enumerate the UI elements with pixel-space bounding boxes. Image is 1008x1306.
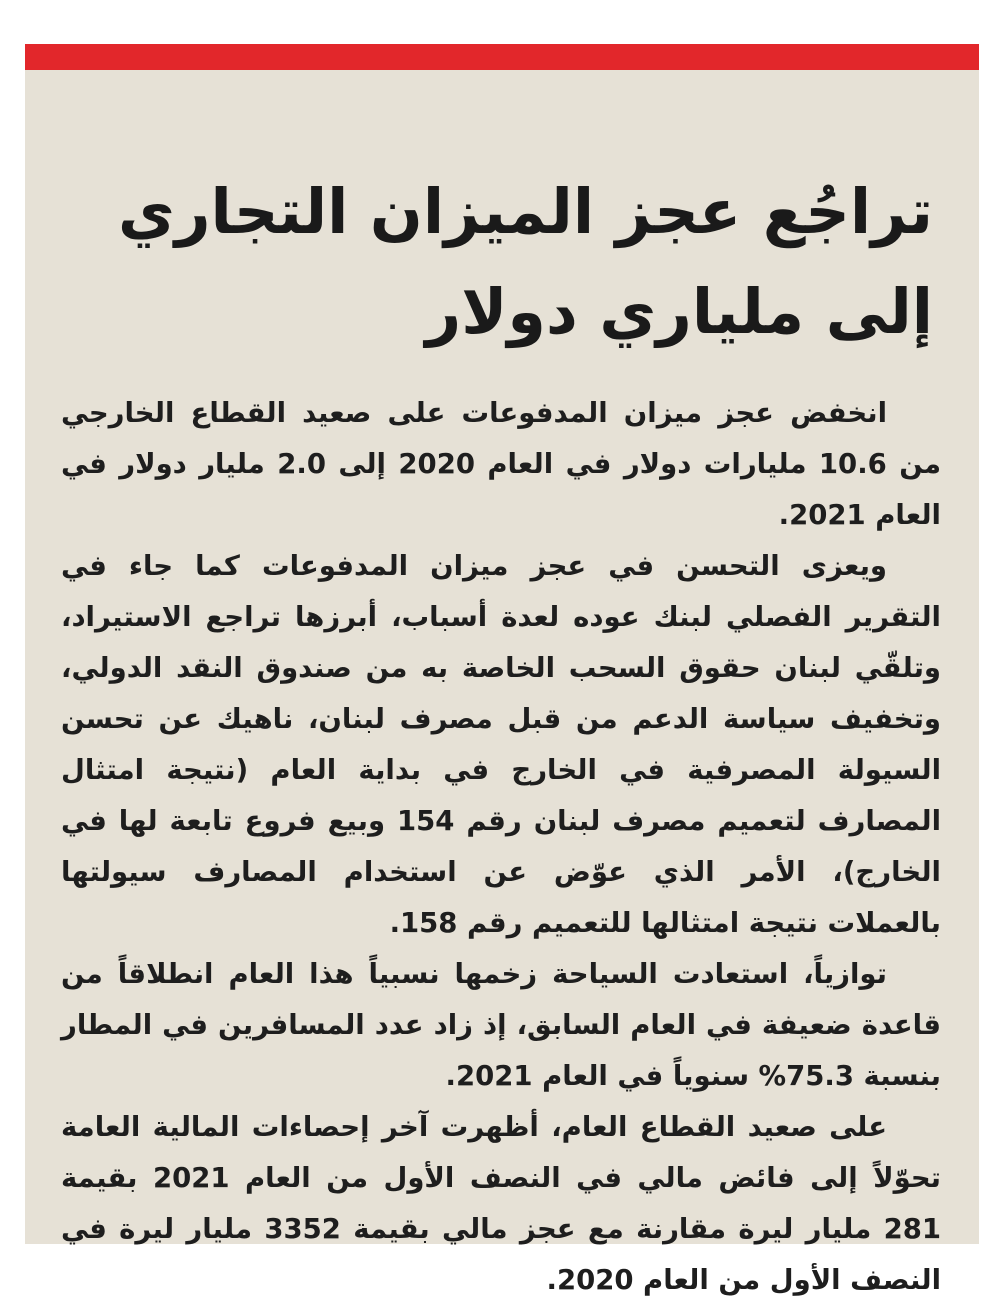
article-body [61,388,941,1306]
headline-line-2: إلى ملياري دولار [425,275,933,348]
article-card [25,44,979,1296]
accent-bar [25,44,979,70]
paragraph-2: ويعزى التحسن في عجز ميزان المدفوعات كما جاء في التقرير الفصلي لبنك عوده لعدة أسباب، أبرزها تراجع الاستيراد، وتلقّي لبنان حقوق السحب الخاصة به من صندوق النقد الدولي، وتخفيف سياسة الدعم من قبل مصرف لبنان، ناهيك عن تحسن السيولة المصرفية في الخارج في بداية العام (نتيجة امتثال المصارف لتعميم مصرف لبنان رقم 154 وبيع فروع تابعة لها في الخارج)، الأمر الذي عوّض عن استخدام المصارف سيولتها بالعملات نتيجة امتثالها للتعميم رقم 158. [61,550,941,939]
paragraph-3: توازياً، استعادت السياحة زخمها نسبياً هذا العام انطلاقاً من قاعدة ضعيفة في العام السابق، إذ زاد عدد المسافرين في المطار بنسبة 75.3% سنوياً في العام 2021. [61,958,941,1092]
headline-line-1: تراجُع عجز الميزان التجاري [118,175,933,248]
paragraph-4: على صعيد القطاع العام، أظهرت آخر إحصاءات المالية العامة تحوّلاً إلى فائض مالي في النصف الأول من العام 2021 بقيمة 281 مليار ليرة مقارنة مع عجز مالي بقيمة 3352 مليار ليرة في النصف الأول من العام 2020. [61,1111,941,1296]
paragraph-1: انخفض عجز ميزان المدفوعات على صعيد القطاع الخارجي من 10.6 مليارات دولار في العام 2020 إلى 2.0 مليار دولار في العام 2021. [61,397,941,531]
headline [73,162,933,362]
